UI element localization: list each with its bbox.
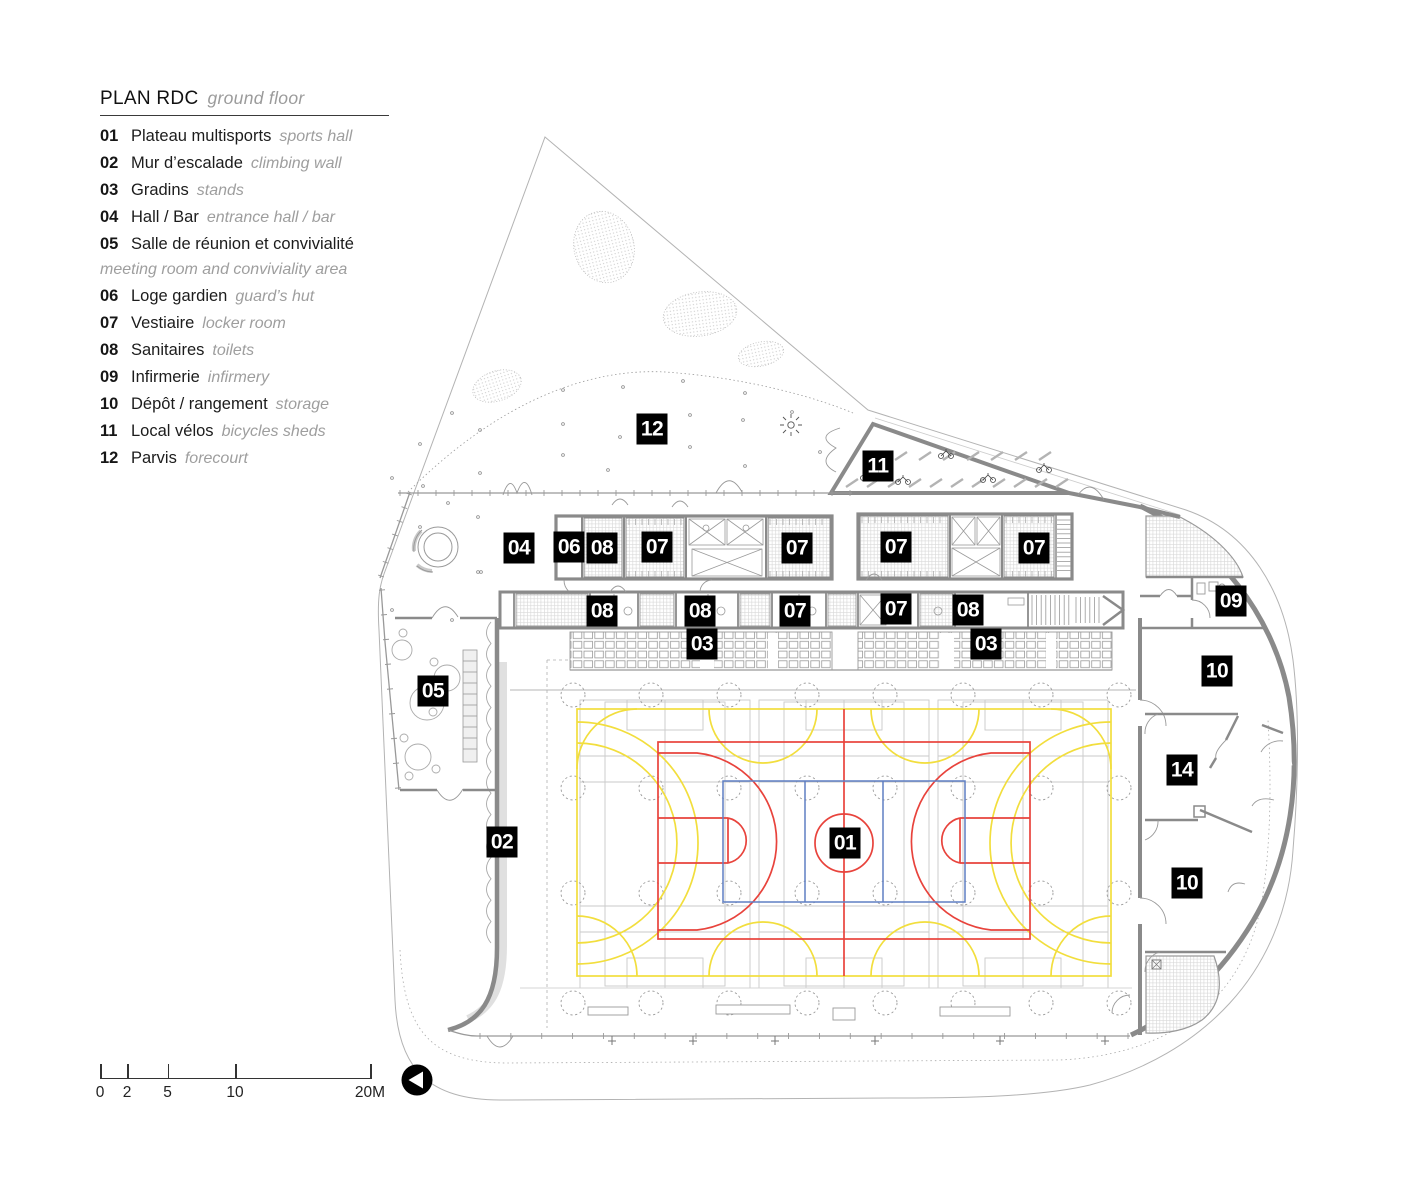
legend-item-name: Salle de réunion et convivialité [131,235,354,253]
reception-desk [414,527,458,572]
legend-title [100,88,389,116]
room-label-03: 03 [971,629,1002,660]
legend-item-name: Loge gardien [131,287,228,305]
room-label-08: 08 [587,533,618,564]
north-arrow-icon [401,1064,433,1096]
scale-tick [370,1064,372,1079]
forecourt-planting [469,205,786,408]
room-label-12: 12 [637,414,668,445]
legend-item-number: 12 [100,449,119,467]
legend-item-number: 09 [100,368,119,386]
legend-item-name: Hall / Bar [131,208,199,226]
legend-item-translation: entrance hall / bar [206,209,335,226]
scale-tick-label: 0 [95,1084,105,1101]
room-label-01: 01 [830,828,861,859]
legend-item-name: Vestiaire [131,314,195,332]
scale-tick-label: 10 [226,1084,244,1101]
legend-item-number: 02 [100,154,119,172]
scale-tick-label: 20M [354,1084,386,1101]
room-label-07: 07 [642,532,673,563]
room-label-11: 11 [863,451,894,482]
scale-tick [127,1064,129,1079]
legend-item-translation: storage [275,396,330,413]
legend-item-name: Parvis [131,449,177,467]
scale-tick [168,1064,170,1079]
legend-item [100,364,402,391]
scale-bar [95,1062,386,1102]
legend-item-translation: stands [196,182,244,199]
stands [570,632,1112,670]
legend [100,88,402,472]
forecourt-dots [391,380,822,622]
legend-item [100,177,402,204]
legend-item [100,150,402,177]
legend-item-translation: guard’s hut [235,288,315,305]
legend-item [100,283,402,310]
tree-icon [780,414,802,436]
legend-item-translation: infirmery [207,369,270,386]
legend-item-name: Gradins [131,181,189,199]
plan-title-translation: ground floor [207,88,305,108]
legend-item-number: 04 [100,208,119,226]
legend-item [100,204,402,231]
legend-item-translation: locker room [202,315,286,332]
free-zone-line [547,660,570,1028]
legend-items [100,123,402,472]
legend-item-number: 07 [100,314,119,332]
plan-title: PLAN RDC [100,88,199,109]
legend-item-translation: forecourt [184,450,248,467]
room-label-07: 07 [1019,533,1050,564]
room-label-03: 03 [687,629,718,660]
legend-item-name: Local vélos [131,422,214,440]
legend-item-number: 06 [100,287,119,305]
legend-item [100,418,402,445]
legend-item-name: Mur d’escalade [131,154,243,172]
room-label-08: 08 [685,596,716,627]
scale-tick [100,1064,102,1079]
legend-item [100,310,402,337]
hall-benches [588,1005,1010,1020]
legend-item [100,445,402,472]
scale-tick-label: 5 [163,1084,172,1101]
room-label-07: 07 [881,532,912,563]
room-label-08: 08 [953,595,984,626]
room-label-10: 10 [1202,656,1233,687]
legend-item-name: Plateau multisports [131,127,272,145]
legend-item-translation: climbing wall [250,155,342,172]
legend-item-number: 08 [100,341,119,359]
legend-item-number: 01 [100,127,119,145]
legend-item-translation: meeting room and conviviality area [100,261,348,278]
room-label-07: 07 [881,594,912,625]
scale-tick [235,1064,237,1079]
room-label-04: 04 [504,533,535,564]
room-label-09: 09 [1216,586,1247,617]
climbing-wall [448,618,503,1030]
legend-item-name: Sanitaires [131,341,205,359]
legend-item-translation: sports hall [279,128,353,145]
room-label-06: 06 [554,532,585,563]
room-label-07: 07 [780,596,811,627]
legend-item-number: 11 [100,422,118,440]
legend-item [100,337,402,364]
legend-item-translation: toilets [212,342,255,359]
room-label-05: 05 [418,676,449,707]
legend-item-name: Dépôt / rangement [131,395,268,413]
room-label-14: 14 [1167,755,1198,786]
legend-item-number: 05 [100,235,119,253]
room-label-10: 10 [1172,868,1203,899]
legend-item-number: 10 [100,395,119,413]
legend-item [100,231,402,257]
legend-item-translation: bicycles sheds [221,423,326,440]
legend-item [100,391,402,418]
room-label-02: 02 [487,827,518,858]
room-label-07: 07 [782,533,813,564]
scale-tick-label: 2 [122,1084,132,1101]
legend-item-number: 03 [100,181,119,199]
legend-item-name: Infirmerie [131,368,200,386]
room-label-08: 08 [587,596,618,627]
legend-item [100,123,402,150]
